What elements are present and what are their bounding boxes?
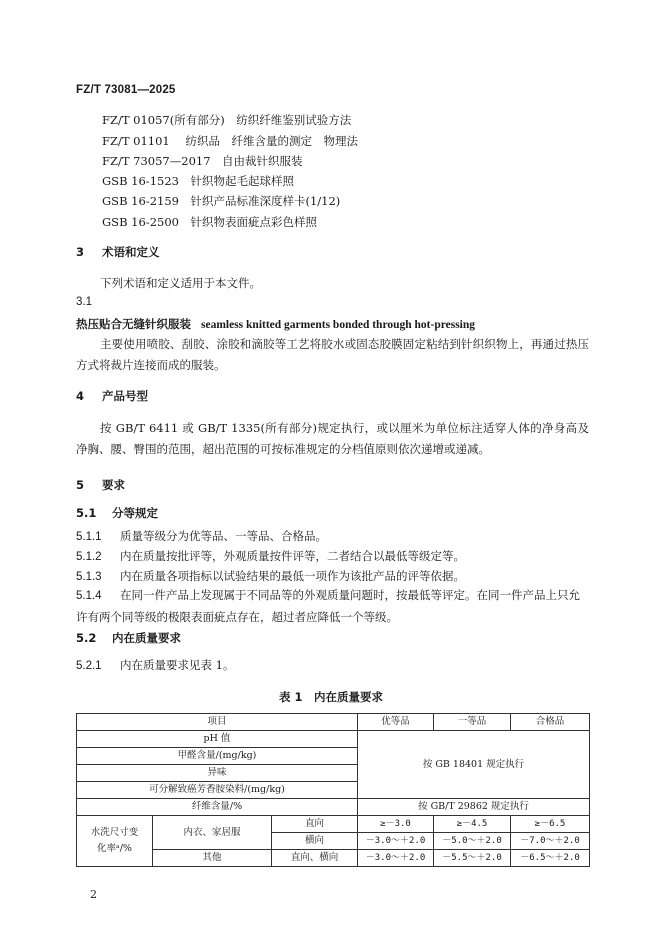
gb29862-cell: 按 GB/T 29862 规定执行 — [358, 799, 590, 816]
direction-both: 直向、横向 — [272, 850, 358, 867]
table-header-row — [77, 714, 590, 731]
clause-5-1-1: 5.1.1 质量等级分为优等品、一等品、合格品。 — [76, 529, 327, 543]
clause-5-2-1: 5.2.1 内在质量要求见表 1。 — [76, 658, 235, 672]
section-4-heading: 4 产品号型 — [76, 389, 148, 403]
value-cell: －3.0～＋2.0 — [358, 850, 434, 867]
value-cell: －6.5～＋2.0 — [511, 850, 590, 867]
clause-5-1-3: 5.1.3 内在质量各项指标以试验结果的最低一项作为该批产品的评等依据。 — [76, 569, 465, 583]
section-3-intro: 下列术语和定义适用于本文件。 — [100, 276, 261, 290]
row-azo-dyes: 可分解致癌芳香胺染料/(mg/kg) — [77, 782, 358, 799]
header-grade-superior: 优等品 — [358, 714, 434, 731]
table-row — [77, 799, 590, 816]
row-ph: pH 值 — [77, 731, 358, 748]
value-cell: －5.0～＋2.0 — [434, 833, 511, 850]
row-odor: 异味 — [77, 765, 358, 782]
table-row — [77, 731, 590, 748]
page-number: 2 — [90, 888, 97, 901]
section-5-1-heading: 5.1 分等规定 — [76, 506, 158, 520]
reference-item: GSB 16-2159 针织产品标准深度样卡(1/12) — [102, 194, 341, 208]
row-wash-shrinkage: 水洗尺寸变化率ᵃ/% — [77, 816, 153, 867]
term-number: 3.1 — [76, 296, 92, 308]
clause-5-1-4: 5.1.4 在同一件产品上发现属于不同品等的外观质量问题时，按最低等评定。在同一件产品上只允许有两个同等级的极限表面疵点存在，超过者应降低一个等级。 — [76, 588, 580, 624]
value-cell: －3.0～＋2.0 — [358, 833, 434, 850]
header-grade-qualified: 合格品 — [511, 714, 590, 731]
header-grade-first: 一等品 — [434, 714, 511, 731]
value-cell: －5.5～＋2.0 — [434, 850, 511, 867]
direction-horizontal: 横向 — [272, 833, 358, 850]
value-cell: ≥－6.5 — [511, 816, 590, 833]
section-5-2-heading: 5.2 内在质量要求 — [76, 631, 181, 645]
table-1-caption: 表 1 内在质量要求 — [278, 690, 383, 704]
section-3-heading: 3 术语和定义 — [76, 245, 160, 259]
row-fiber-content: 纤维含量/% — [77, 799, 358, 816]
reference-item: GSB 16-2500 针织物表面疵点彩色样照 — [102, 215, 317, 229]
direction-straight: 直向 — [272, 816, 358, 833]
reference-item: FZ/T 01057(所有部分) 纺织纤维鉴别试验方法 — [102, 113, 352, 127]
row-other: 其他 — [153, 850, 272, 867]
reference-item: GSB 16-1523 针织物起毛起球样照 — [102, 174, 294, 188]
section-5-heading: 5 要求 — [76, 478, 125, 492]
row-underwear: 内衣、家居服 — [153, 816, 272, 850]
value-cell: ≥－3.0 — [358, 816, 434, 833]
header-item: 项目 — [77, 714, 358, 731]
reference-item: FZ/T 01101 纺织品 纤维含量的测定 物理法 — [102, 134, 358, 148]
value-cell: ≥－4.5 — [434, 816, 511, 833]
document-code-header: FZ/T 73081—2025 — [76, 84, 176, 96]
term-definition: 主要使用喷胶、刮胶、涂胶和滴胶等工艺将胶水或固态胶膜固定粘结到针织织物上，再通过热压方式将裁片连接而成的服装。 — [76, 337, 589, 372]
value-cell: －7.0～＋2.0 — [511, 833, 590, 850]
table-row — [77, 816, 590, 833]
term-heading: 热压贴合无缝针织服装 seamless knitted garments bonded through hot-pressing — [76, 317, 476, 331]
section-4-body: 按 GB/T 6411 或 GB/T 1335(所有部分)规定执行，或以厘米为单位标注适穿人体的净身高及净胸、腰、臀围的范围，超出范围的可按标准规定的分档值原则依次递增或递减。 — [76, 421, 589, 456]
quality-table — [76, 713, 590, 867]
row-formaldehyde: 甲醛含量/(mg/kg) — [77, 748, 358, 765]
table-row — [77, 850, 590, 867]
reference-item: FZ/T 73057—2017 自由裁针织服装 — [102, 154, 303, 168]
clause-5-1-2: 5.1.2 内在质量按批评等，外观质量按件评等，二者结合以最低等级定等。 — [76, 549, 465, 563]
gb18401-cell: 按 GB 18401 规定执行 — [358, 731, 590, 799]
